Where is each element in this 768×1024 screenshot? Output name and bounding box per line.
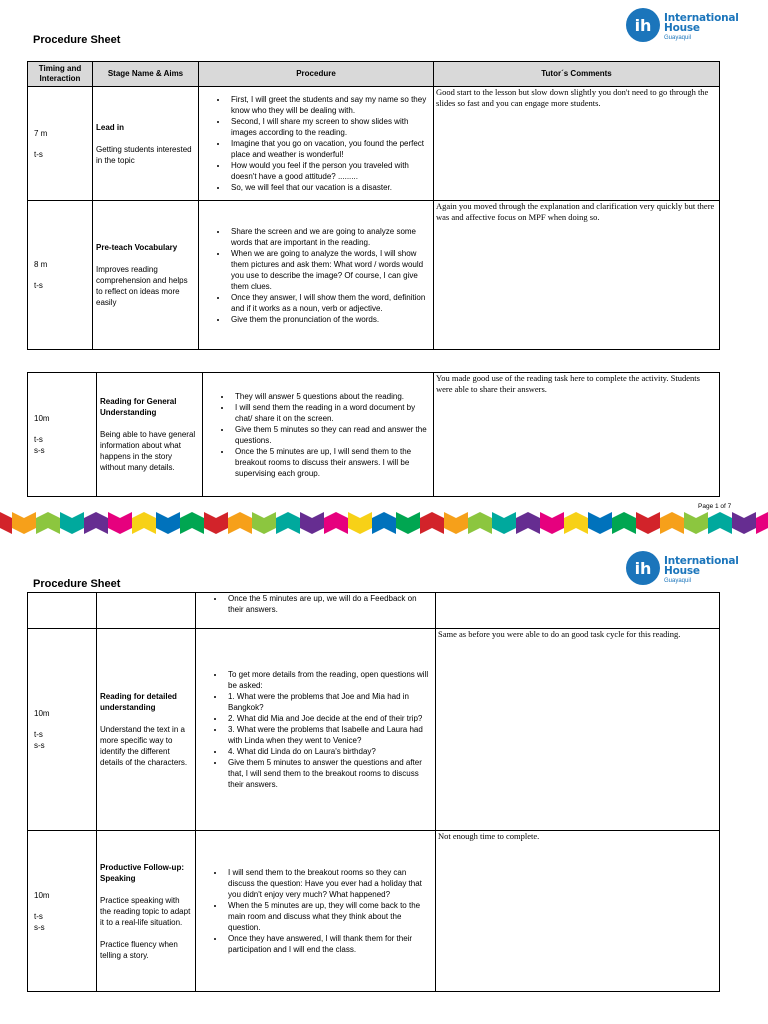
table-row	[28, 593, 720, 629]
page2-logo	[625, 549, 739, 589]
stage-cell	[97, 373, 203, 497]
zigzag-segment	[180, 512, 204, 534]
zigzag-segment	[252, 512, 276, 534]
zigzag-segment	[540, 512, 564, 534]
procedure-list	[199, 669, 432, 790]
interaction-value: s-s	[34, 741, 45, 750]
stage-cell	[93, 201, 199, 350]
interaction-value: s-s	[34, 922, 45, 932]
procedure-step: • When the 5 minutes are up, they will come back to the main room and discuss what they think about the question.	[225, 900, 432, 933]
logo-line3: Guayaquil	[664, 578, 692, 584]
procedure-table-2	[27, 372, 720, 497]
comment-cell: Same as before you were able to do an good task cycle for this reading.	[436, 629, 720, 831]
page1-title: Procedure Sheet	[33, 34, 121, 46]
stage-cell	[93, 87, 199, 201]
interaction-value: t-s	[34, 281, 43, 290]
procedure-step: • 1. What were the problems that Joe and Mia had in Bangkok?	[225, 691, 432, 713]
procedure-table-1	[27, 61, 720, 350]
ih-logo-icon	[625, 7, 661, 43]
stage-name: Pre-teach Vocabulary	[96, 243, 178, 252]
procedure-step: • Second, I will share my screen to show slides with images according to the reading.	[228, 116, 430, 138]
table-row	[28, 831, 720, 992]
table-header-row	[28, 62, 720, 87]
zigzag-segment	[756, 512, 768, 534]
stage-name: Reading for detailed understanding	[100, 692, 177, 712]
zigzag-segment	[372, 512, 396, 534]
interaction-value: s-s	[34, 446, 45, 455]
interaction-value: t-s	[34, 730, 43, 739]
zigzag-segment	[228, 512, 252, 534]
timing-cell	[28, 593, 97, 629]
comment-cell: Again you moved through the explanation and clarification very quickly but there was and affective focus on MPF when doing so.	[434, 201, 720, 350]
procedure-step: • Give them the pronunciation of the words.	[228, 314, 430, 325]
header-timing: Timing and Interaction	[28, 62, 93, 87]
procedure-step: • How would you feel if the person you traveled with doesn't have a good attitude? .........	[228, 160, 430, 182]
zigzag-segment	[0, 512, 12, 534]
interaction-value: t-s	[34, 149, 43, 159]
zigzag-segment	[588, 512, 612, 534]
logo-line2: House	[664, 22, 700, 34]
logo-line1: International	[664, 12, 739, 24]
zigzag-segment	[660, 512, 684, 534]
comment-cell	[436, 593, 720, 629]
procedure-step: • I will send them the reading in a word document by chat/ share it on the screen.	[232, 402, 430, 424]
page-number: Page 1 of 7	[698, 503, 732, 510]
procedure-step: • So, we will feel that our vacation is a disaster.	[228, 182, 430, 193]
zigzag-segment	[324, 512, 348, 534]
procedure-cell	[196, 629, 436, 831]
logo-line3: Guayaquil	[664, 35, 692, 41]
stage-cell	[97, 629, 196, 831]
procedure-step: • Once the 5 minutes are up, I will send them to the breakout rooms to discuss their answers. I will be supervising each group.	[232, 446, 430, 479]
zigzag-segment	[564, 512, 588, 534]
procedure-step: • 3. What were the problems that Isabelle and Laura had with Linda when they went to Venice?	[225, 724, 432, 746]
decorative-zigzag-border	[0, 510, 768, 542]
logo-line2: House	[664, 565, 700, 577]
time-value: 10m	[34, 890, 50, 900]
procedure-cell	[196, 593, 436, 629]
time-value: 8 m	[34, 260, 48, 269]
table-row	[28, 629, 720, 831]
svg-text:ih: ih	[634, 16, 652, 35]
zigzag-segment	[108, 512, 132, 534]
procedure-step: • I will send them to the breakout rooms so they can discuss the question: Have you ever had a holiday that you didn't enjoy very much? What happened?	[225, 867, 432, 900]
comment-cell: Not enough time to complete.	[436, 831, 720, 992]
zigzag-segment	[492, 512, 516, 534]
procedure-step: • Give them 5 minutes so they can read and answer the questions.	[232, 424, 430, 446]
zigzag-segment	[708, 512, 732, 534]
procedure-cell	[199, 87, 434, 201]
comment-cell: You made good use of the reading task here to complete the activity. Students were able to share their answers.	[434, 373, 720, 497]
zigzag-segment	[420, 512, 444, 534]
header-stage: Stage Name & Aims	[93, 62, 199, 87]
procedure-step: • When we are going to analyze the words, I will show them pictures and ask them: What word / words would you use to describe the image? Of course, I can give them clues.	[228, 248, 430, 292]
time-value: 10m	[34, 414, 50, 423]
timing-cell	[28, 201, 93, 350]
stage-aim: Understand the text in a more specific way to identify the different details of the characters.	[100, 725, 188, 767]
zigzag-segment	[156, 512, 180, 534]
stage-aim: Getting students interested in the topic	[96, 144, 192, 165]
interaction-value: t-s	[34, 911, 43, 921]
procedure-step: • They will answer 5 questions about the reading.	[232, 391, 430, 402]
procedure-cell	[196, 831, 436, 992]
stage-name: Lead in	[96, 122, 125, 132]
procedure-step: • 4. What did Linda do on Laura's birthday?	[225, 746, 432, 757]
zigzag-segment	[396, 512, 420, 534]
stage-name: Productive Follow-up: Speaking	[100, 862, 184, 883]
svg-text:ih: ih	[634, 559, 652, 578]
time-value: 10m	[34, 709, 50, 718]
comment-cell: Good start to the lesson but slow down slightly you don't need to go through the slides so fast and you can engage more students.	[434, 87, 720, 201]
zigzag-segment	[468, 512, 492, 534]
zigzag-segment	[684, 512, 708, 534]
procedure-step: • Once the 5 minutes are up, we will do a Feedback on their answers.	[225, 593, 432, 615]
stage-aim: Being able to have general information about what happens in the story without many details.	[100, 430, 196, 472]
procedure-list	[199, 867, 432, 955]
procedure-list	[202, 226, 430, 325]
time-value: 7 m	[34, 128, 48, 138]
stage-cell	[97, 831, 196, 992]
timing-cell	[28, 629, 97, 831]
zigzag-segment	[732, 512, 756, 534]
zigzag-segment	[36, 512, 60, 534]
zigzag-segment	[84, 512, 108, 534]
zigzag-segment	[60, 512, 84, 534]
zigzag-segment	[276, 512, 300, 534]
table-row	[28, 373, 720, 497]
table-row	[28, 87, 720, 201]
procedure-step: • 2. What did Mia and Joe decide at the end of their trip?	[225, 713, 432, 724]
stage-name: Reading for General Understanding	[100, 397, 177, 417]
timing-cell	[28, 831, 97, 992]
page1-logo	[625, 6, 739, 46]
procedure-step: • Once they have answered, I will thank them for their participation and I will end the class.	[225, 933, 432, 955]
procedure-list	[199, 593, 432, 615]
zigzag-segment	[204, 512, 228, 534]
zigzag-segment	[636, 512, 660, 534]
procedure-step: • Imagine that you go on vacation, you found the perfect place and weather is wonderful!	[228, 138, 430, 160]
page2-title: Procedure Sheet	[33, 578, 121, 590]
timing-cell	[28, 87, 93, 201]
procedure-step: • Once they answer, I will show them the word, definition and if it works as a noun, verb or adjective.	[228, 292, 430, 314]
procedure-list	[206, 391, 430, 479]
interaction-value: t-s	[34, 435, 43, 444]
zigzag-segment	[612, 512, 636, 534]
zigzag-segment	[444, 512, 468, 534]
stage-aim: Practice speaking with the reading topic to adapt it to a real-life situation.	[100, 895, 191, 927]
zigzag-segment	[132, 512, 156, 534]
procedure-list	[202, 94, 430, 193]
stage-aim: Improves reading comprehension and helps to reflect on ideas more easily	[96, 265, 188, 307]
procedure-step: • To get more details from the reading, open questions will be asked:	[225, 669, 432, 691]
header-procedure: Procedure	[199, 62, 434, 87]
zigzag-segment	[300, 512, 324, 534]
ih-logo-icon	[625, 550, 661, 586]
timing-cell	[28, 373, 97, 497]
table-row	[28, 201, 720, 350]
zigzag-segment	[12, 512, 36, 534]
procedure-step: • First, I will greet the students and say my name so they know who they will be dealing with.	[228, 94, 430, 116]
procedure-step: • Give them 5 minutes to answer the questions and after that, I will send them to the breakout rooms to discuss their answers.	[225, 757, 432, 790]
procedure-step: • Share the screen and we are going to analyze some words that are important in the reading.	[228, 226, 430, 248]
logo-line1: International	[664, 555, 739, 567]
zigzag-segment	[348, 512, 372, 534]
stage-aim: Practice fluency when telling a story.	[100, 939, 178, 960]
zigzag-segment	[516, 512, 540, 534]
procedure-cell	[203, 373, 434, 497]
procedure-table-3	[27, 592, 720, 992]
procedure-cell	[199, 201, 434, 350]
stage-cell	[97, 593, 196, 629]
header-comments: Tutor´s Comments	[434, 62, 720, 87]
